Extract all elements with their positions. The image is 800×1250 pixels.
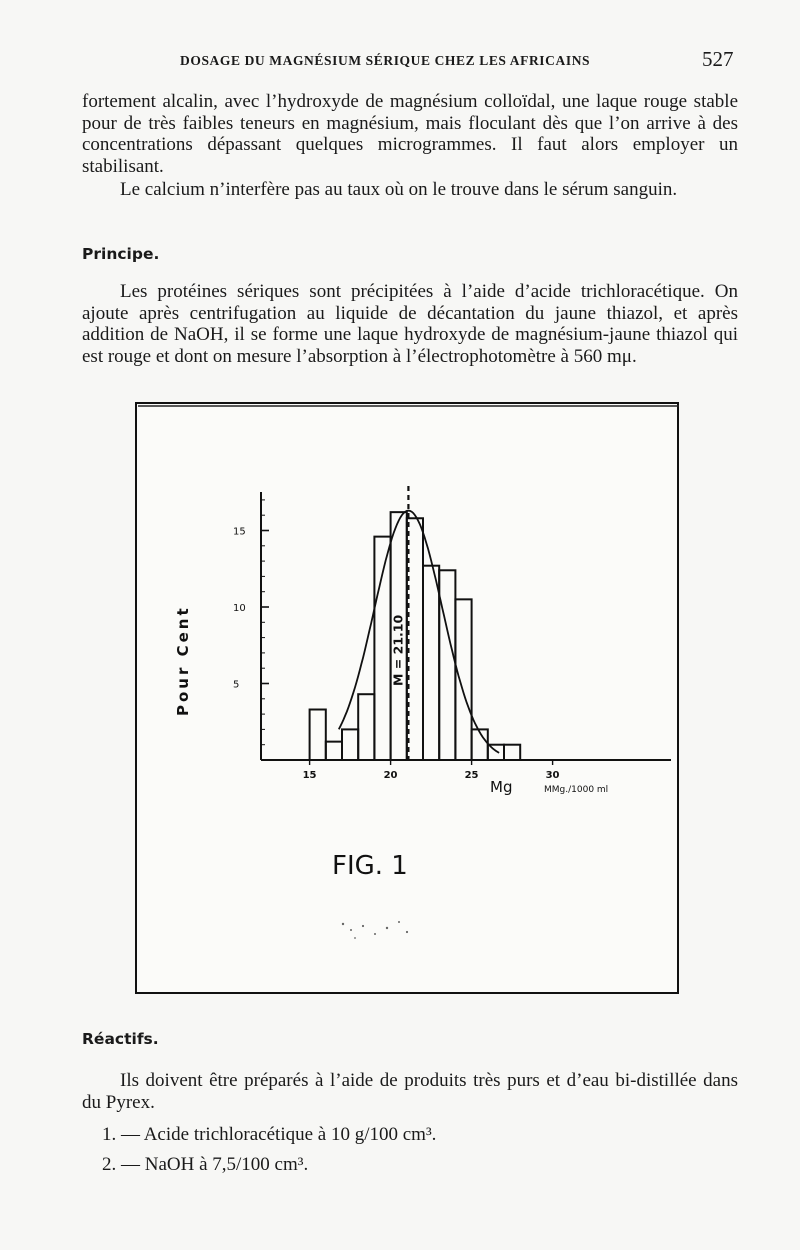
running-head [0,47,800,75]
normal-curve [339,511,499,753]
fitted-curve [339,511,499,753]
x-tick-label: 25 [464,770,479,781]
paragraph-principe: Les protéines sériques sont précipitées à l’aide d’acide trichloracétique. On ajoute après centrifugation au liquide de décantation du jaune thiazol, et après addition de NaOH, il se forme une laque hydroxyde de magnésium-jaune thiazol qui est rouge et dont on mesure l’absorption à l’électrophotomètre à 560 mμ. [82,281,738,367]
x-tick-label: 20 [383,770,398,781]
paragraph-continuation: fortement alcalin, avec l’hydroxyde de magnésium colloïdal, une laque rouge stable pour de très faibles teneurs en magnésium, mais floculant dès que l’on arrive à des concentrations dépassant quelques microgrammes. Il faut alors employer un stabilisant. [82,91,738,177]
paragraph-reactifs: Ils doivent être préparés à l’aide de produits très purs et d’eau bi-distillée dans du Pyrex. [82,1070,738,1113]
x-axis-unit: MMg./1000 ml [544,785,609,795]
mean-line [390,486,408,760]
histogram-bar [472,729,488,760]
list-item: 1. — Acide trichloracétique à 10 g/100 cm³. [102,1124,437,1145]
mean-label: M = 21.10 [390,614,406,686]
figure-1 [135,402,679,994]
chart-axes [233,492,671,781]
ink-smudge [342,921,408,939]
histogram-bar [310,710,326,760]
histogram-bar [326,742,342,760]
x-tick-label: 30 [545,770,560,781]
x-tick-label: 15 [302,770,317,781]
list-item: 2. — NaOH à 7,5/100 cm³. [102,1154,309,1175]
section-heading-reactifs: Réactifs. [82,1030,159,1048]
y-tick-label: 10 [233,603,246,614]
histogram-bar [504,745,520,760]
y-axis-label: Pour Cent [174,605,192,716]
running-title: DOSAGE DU MAGNÉSIUM SÉRIQUE CHEZ LES AFRICAINS [180,53,591,68]
histogram-bar [358,694,374,760]
figure-caption: FIG. 1 [332,851,408,881]
y-tick-label: 15 [233,526,246,538]
paragraph-calcium: Le calcium n’interfère pas au taux où on le trouve dans le sérum sanguin. [120,179,678,200]
histogram-bar [439,570,455,760]
histogram-bar [423,566,439,760]
x-axis-label: Mg [490,778,513,796]
section-heading-principe: Principe. [82,245,160,263]
histogram-chart [137,404,681,996]
page-number: 527 [702,47,734,71]
y-tick-label: 5 [233,679,240,691]
histogram-bar [342,729,358,760]
histogram-bar [455,599,471,760]
